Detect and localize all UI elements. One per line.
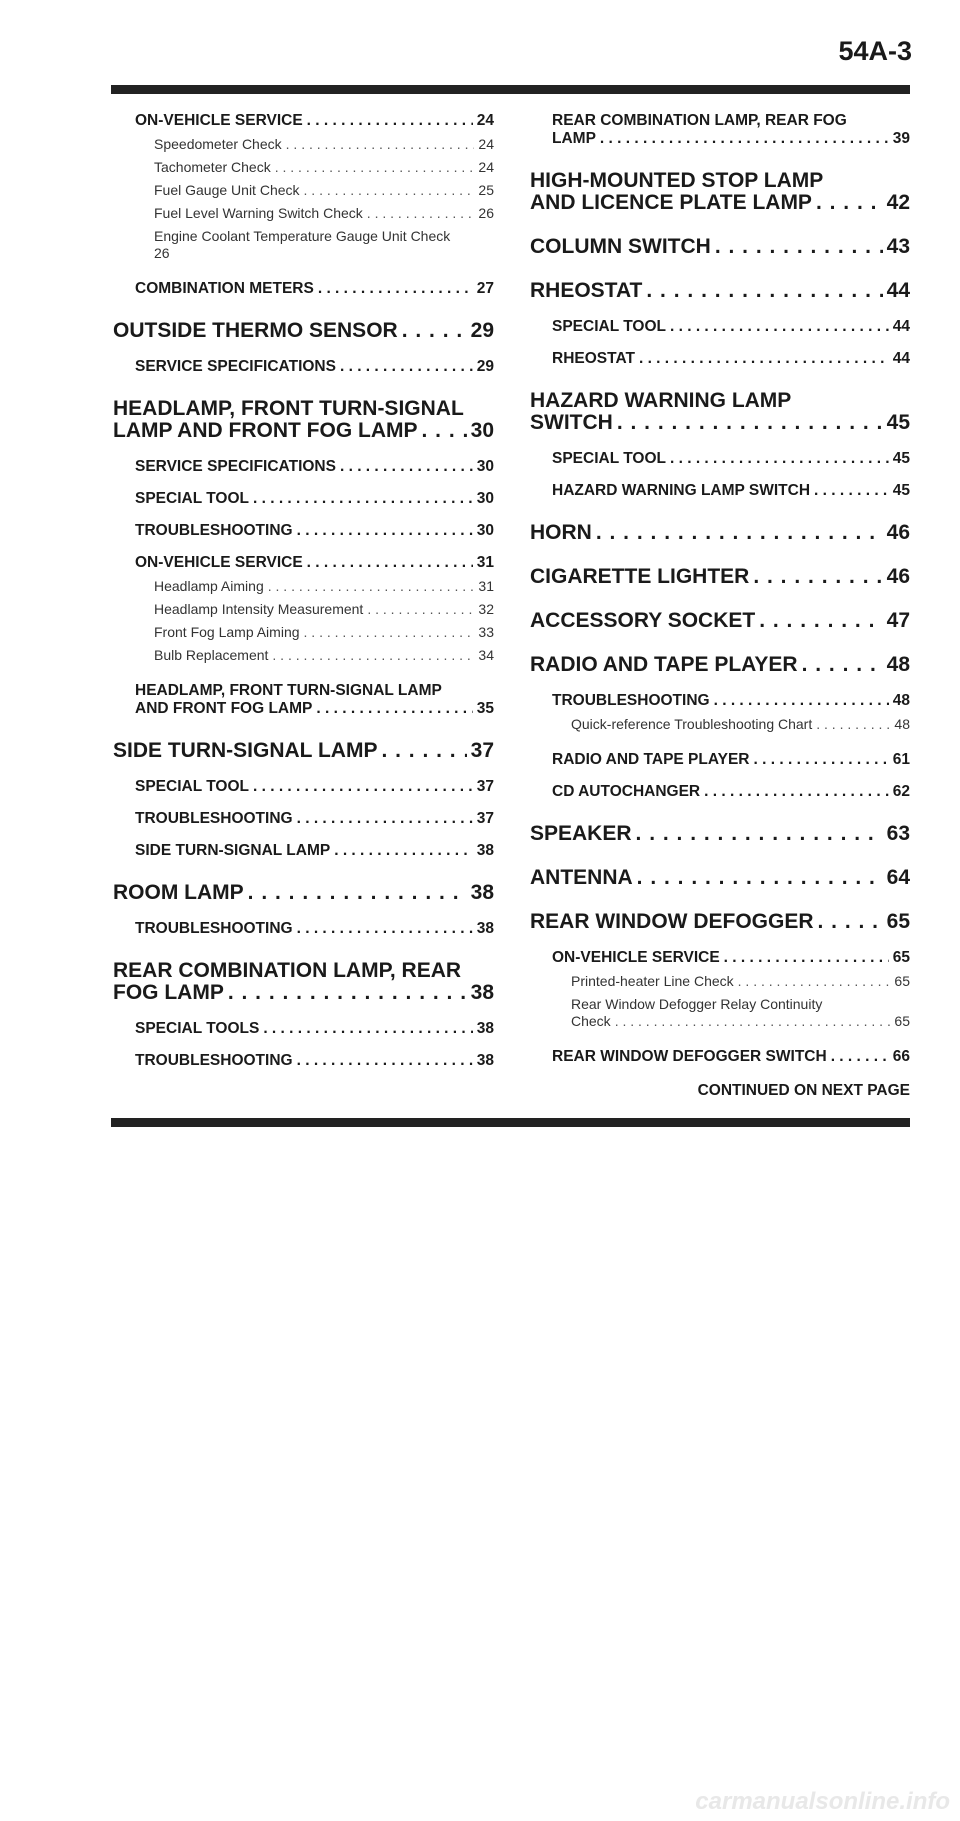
entry-title: Tachometer Check xyxy=(154,159,271,175)
dot-leader xyxy=(636,823,883,845)
entry-title: COMBINATION METERS xyxy=(135,280,314,297)
toc-entry[interactable] xyxy=(135,490,494,508)
dot-leader xyxy=(816,716,890,733)
entry-title: SERVICE SPECIFICATIONS xyxy=(135,458,336,475)
entry-page-number: 48 xyxy=(894,716,910,732)
toc-entry[interactable] xyxy=(530,522,910,544)
entry-page-number: 29 xyxy=(470,319,494,342)
entry-title: OUTSIDE THERMO SENSOR xyxy=(113,319,398,342)
dot-leader xyxy=(268,578,475,595)
entry-page-number: 31 xyxy=(476,554,494,571)
entry-page-number: 37 xyxy=(476,810,494,827)
toc-entry[interactable] xyxy=(135,920,494,938)
toc-entry[interactable] xyxy=(571,996,910,1030)
dot-leader xyxy=(754,751,889,769)
entry-page-number: 38 xyxy=(476,1052,494,1069)
entry-page-number: 37 xyxy=(470,739,494,762)
toc-entry[interactable] xyxy=(571,716,910,733)
toc-entry[interactable] xyxy=(113,960,494,1004)
entry-title: HEADLAMP, FRONT TURN-SIGNAL LAMP xyxy=(135,682,442,699)
entry-page-number: 38 xyxy=(476,842,494,859)
entry-page-number: 38 xyxy=(476,920,494,937)
dot-leader xyxy=(738,973,891,990)
entry-page-number: 30 xyxy=(476,522,494,539)
entry-page-number: 62 xyxy=(892,783,910,800)
entry-title: TROUBLESHOOTING xyxy=(552,692,710,709)
entry-title: ROOM LAMP xyxy=(113,881,244,904)
entry-title: TROUBLESHOOTING xyxy=(135,522,293,539)
toc-entry[interactable] xyxy=(135,1052,494,1070)
entry-title: SPEAKER xyxy=(530,822,632,845)
toc-entry[interactable] xyxy=(530,566,910,588)
dot-leader xyxy=(670,450,889,468)
entry-page-number: 31 xyxy=(478,578,494,594)
toc-entry[interactable] xyxy=(135,358,494,376)
entry-page-number: 32 xyxy=(478,601,494,617)
dot-leader xyxy=(316,700,472,718)
dot-leader xyxy=(304,182,475,199)
toc-entry[interactable] xyxy=(552,318,910,336)
top-rule xyxy=(111,85,910,94)
dot-leader xyxy=(816,192,883,214)
entry-title: SPECIAL TOOL xyxy=(135,490,249,507)
entry-title: SPECIAL TOOL xyxy=(552,318,666,335)
entry-page-number: 34 xyxy=(478,647,494,663)
entry-page-number: 37 xyxy=(476,778,494,795)
entry-page-number: 65 xyxy=(894,1013,910,1029)
bottom-rule xyxy=(111,1118,910,1127)
toc-entry[interactable] xyxy=(530,610,910,632)
entry-title: Fuel Gauge Unit Check xyxy=(154,182,300,198)
dot-leader xyxy=(818,911,883,933)
toc-entry[interactable] xyxy=(135,682,494,718)
dot-leader xyxy=(297,810,473,828)
page-number: 54A-3 xyxy=(838,36,912,66)
dot-leader xyxy=(307,112,473,130)
toc-entry[interactable] xyxy=(530,867,910,889)
toc-entry[interactable] xyxy=(135,842,494,860)
toc-entry[interactable] xyxy=(530,170,910,214)
entry-page-number: 46 xyxy=(886,565,910,588)
toc-entry[interactable] xyxy=(135,778,494,796)
dot-leader xyxy=(286,136,475,153)
dot-leader xyxy=(600,130,889,148)
toc-entry[interactable] xyxy=(135,522,494,540)
toc-entry[interactable] xyxy=(552,1048,910,1066)
toc-entry[interactable] xyxy=(154,205,494,222)
entry-title: HAZARD WARNING LAMP xyxy=(530,389,792,412)
dot-leader xyxy=(617,412,883,434)
dot-leader xyxy=(340,458,473,476)
dot-leader xyxy=(753,566,882,588)
toc-entry[interactable] xyxy=(135,1020,494,1038)
toc-left-column xyxy=(113,112,494,1070)
entry-page-number: 46 xyxy=(886,521,910,544)
dot-leader xyxy=(297,1052,473,1070)
entry-title: Fuel Level Warning Switch Check xyxy=(154,205,363,221)
entry-page-number: 66 xyxy=(892,1048,910,1065)
entry-title: Bulb Replacement xyxy=(154,647,269,663)
entry-page-number: 29 xyxy=(476,358,494,375)
entry-title: ACCESSORY SOCKET xyxy=(530,609,756,632)
toc-entry[interactable] xyxy=(154,624,494,641)
dot-leader xyxy=(340,358,473,376)
dot-leader xyxy=(715,236,883,258)
dot-leader xyxy=(253,778,473,796)
entry-title: HORN xyxy=(530,521,592,544)
dot-leader xyxy=(272,647,474,664)
entry-page-number: 63 xyxy=(886,822,910,845)
entry-page-number: 65 xyxy=(892,949,910,966)
dot-leader xyxy=(367,601,474,618)
dot-leader xyxy=(334,842,473,860)
dot-leader xyxy=(307,554,473,572)
dot-leader xyxy=(421,420,466,442)
toc-entry[interactable] xyxy=(135,112,494,130)
toc-entry[interactable] xyxy=(530,911,910,933)
entry-title: COLUMN SWITCH xyxy=(530,235,711,258)
entry-title: HIGH-MOUNTED STOP LAMP xyxy=(530,169,824,192)
dot-leader xyxy=(724,949,889,967)
entry-title: ON-VEHICLE SERVICE xyxy=(552,949,720,966)
entry-page-number: 35 xyxy=(476,700,494,717)
entry-title: CD AUTOCHANGER xyxy=(552,783,701,800)
toc-entry[interactable] xyxy=(552,949,910,967)
entry-title: ON-VEHICLE SERVICE xyxy=(135,554,303,571)
toc-entry[interactable] xyxy=(154,182,494,199)
entry-title-continued: AND FRONT FOG LAMP xyxy=(135,700,313,717)
entry-title: Quick-reference Troubleshooting Chart xyxy=(571,716,813,732)
dot-leader xyxy=(637,867,883,889)
toc-entry[interactable] xyxy=(552,482,910,500)
entry-page-number: 44 xyxy=(886,279,910,302)
toc-entry[interactable] xyxy=(530,236,910,258)
entry-title: SPECIAL TOOL xyxy=(552,450,666,467)
entry-page-number: 27 xyxy=(476,280,494,297)
entry-title: RADIO AND TAPE PLAYER xyxy=(552,751,750,768)
entry-page-number: 24 xyxy=(476,112,494,129)
entry-page-number: 25 xyxy=(478,182,494,198)
dot-leader xyxy=(248,882,467,904)
toc-entry[interactable] xyxy=(154,136,494,153)
entry-page-number: 26 xyxy=(478,205,494,221)
entry-title: Speedometer Check xyxy=(154,136,282,152)
entry-title: REAR COMBINATION LAMP, REAR xyxy=(113,959,462,982)
toc-entry[interactable] xyxy=(113,882,494,904)
entry-title: REAR WINDOW DEFOGGER xyxy=(530,910,814,933)
dot-leader xyxy=(759,610,882,632)
dot-leader xyxy=(367,205,475,222)
entry-page-number: 30 xyxy=(476,490,494,507)
toc-entry[interactable] xyxy=(552,350,910,368)
entry-page-number: 45 xyxy=(886,411,910,434)
dot-leader xyxy=(381,740,466,762)
entry-page-number: 48 xyxy=(886,653,910,676)
entry-title-continued: LAMP xyxy=(552,130,596,147)
toc-entry[interactable] xyxy=(135,458,494,476)
entry-page-number: 33 xyxy=(478,624,494,640)
entry-title-continued: AND LICENCE PLATE LAMP xyxy=(530,191,812,214)
dot-leader xyxy=(714,692,889,710)
entry-page-number: 38 xyxy=(476,1020,494,1037)
entry-title: REAR COMBINATION LAMP, REAR FOG xyxy=(552,112,847,129)
toc-entry[interactable] xyxy=(113,320,494,342)
entry-title-continued: SWITCH xyxy=(530,411,613,434)
entry-page-number: 47 xyxy=(886,609,910,632)
toc-entry[interactable] xyxy=(154,601,494,618)
toc-entry[interactable] xyxy=(113,740,494,762)
toc-entry[interactable] xyxy=(154,228,494,262)
entry-title: Engine Coolant Temperature Gauge Unit Check xyxy=(154,228,451,244)
dot-leader xyxy=(814,482,889,500)
entry-page-number: 30 xyxy=(470,419,494,442)
entry-title: Headlamp Intensity Measurement xyxy=(154,601,364,617)
dot-leader xyxy=(802,654,883,676)
entry-title: RHEOSTAT xyxy=(552,350,635,367)
entry-title: Printed-heater Line Check xyxy=(571,973,734,989)
toc-entry[interactable] xyxy=(552,783,910,801)
entry-page-number: 45 xyxy=(892,450,910,467)
toc-entry[interactable] xyxy=(135,810,494,828)
dot-leader xyxy=(263,1020,472,1038)
toc-entry[interactable] xyxy=(530,654,910,676)
entry-title: Front Fog Lamp Aiming xyxy=(154,624,300,640)
dot-leader xyxy=(253,490,473,508)
entry-page-number: 65 xyxy=(894,973,910,989)
toc-entry[interactable] xyxy=(135,554,494,572)
toc-entry[interactable] xyxy=(552,692,910,710)
toc-entry[interactable] xyxy=(154,159,494,176)
entry-title-continued: LAMP AND FRONT FOG LAMP xyxy=(113,419,418,442)
entry-page-number: 44 xyxy=(892,318,910,335)
dot-leader xyxy=(297,522,473,540)
dot-leader xyxy=(318,280,473,298)
entry-page-number: 38 xyxy=(470,981,494,1004)
entry-page-number: 38 xyxy=(470,881,494,904)
toc-entry[interactable] xyxy=(154,647,494,664)
entry-title: SPECIAL TOOLS xyxy=(135,1020,260,1037)
entry-title: TROUBLESHOOTING xyxy=(135,920,293,937)
entry-page-number: 30 xyxy=(476,458,494,475)
dot-leader xyxy=(831,1048,889,1066)
entry-title: CIGARETTE LIGHTER xyxy=(530,565,750,588)
entry-page-number: 45 xyxy=(892,482,910,499)
entry-title: SIDE TURN-SIGNAL LAMP xyxy=(135,842,331,859)
dot-leader xyxy=(402,320,467,342)
entry-title: TROUBLESHOOTING xyxy=(135,810,293,827)
dot-leader xyxy=(646,280,882,302)
toc-entry[interactable] xyxy=(571,973,910,990)
entry-page-number: 48 xyxy=(892,692,910,709)
entry-title: Rear Window Defogger Relay Continuity xyxy=(571,996,823,1012)
entry-title: RADIO AND TAPE PLAYER xyxy=(530,653,798,676)
entry-title: HAZARD WARNING LAMP SWITCH xyxy=(552,482,811,499)
dot-leader xyxy=(228,982,467,1004)
dot-leader xyxy=(615,1013,891,1030)
entry-page-number: 39 xyxy=(892,130,910,147)
dot-leader xyxy=(704,783,889,801)
entry-title-continued: FOG LAMP xyxy=(113,981,224,1004)
entry-title: REAR WINDOW DEFOGGER SWITCH xyxy=(552,1048,827,1065)
entry-page-number: 44 xyxy=(892,350,910,367)
entry-page-number: 61 xyxy=(892,751,910,768)
entry-title: ANTENNA xyxy=(530,866,633,889)
entry-title: ON-VEHICLE SERVICE xyxy=(135,112,303,129)
dot-leader xyxy=(297,920,473,938)
toc-entry[interactable] xyxy=(154,578,494,595)
entry-page-number: 65 xyxy=(886,910,910,933)
entry-title: HEADLAMP, FRONT TURN-SIGNAL xyxy=(113,397,464,420)
entry-title: RHEOSTAT xyxy=(530,279,643,302)
entry-title: SERVICE SPECIFICATIONS xyxy=(135,358,336,375)
entry-page-number: 42 xyxy=(886,191,910,214)
toc-entry[interactable] xyxy=(552,112,910,148)
entry-title-continued: Check xyxy=(571,1013,611,1029)
dot-leader xyxy=(596,522,883,544)
entry-page-number: 64 xyxy=(886,866,910,889)
entry-title: SIDE TURN-SIGNAL LAMP xyxy=(113,739,378,762)
toc-entry[interactable] xyxy=(135,280,494,298)
entry-title: SPECIAL TOOL xyxy=(135,778,249,795)
watermark: carmanualsonline.info xyxy=(695,1788,950,1815)
toc-entry[interactable] xyxy=(530,823,910,845)
toc-entry[interactable] xyxy=(113,398,494,442)
dot-leader xyxy=(275,159,475,176)
entry-title: Headlamp Aiming xyxy=(154,578,264,594)
entry-page-number: 43 xyxy=(886,235,910,258)
toc-entry[interactable] xyxy=(530,390,910,434)
entry-page-number: 24 xyxy=(478,136,494,152)
entry-title: TROUBLESHOOTING xyxy=(135,1052,293,1069)
toc-right-column xyxy=(530,112,910,1100)
dot-leader xyxy=(639,350,889,368)
toc-entry[interactable] xyxy=(552,751,910,769)
dot-leader xyxy=(304,624,475,641)
entry-page-number: 24 xyxy=(478,159,494,175)
toc-entry[interactable] xyxy=(530,280,910,302)
dot-leader xyxy=(670,318,889,336)
entry-title-continued: 26 xyxy=(154,245,170,261)
toc-entry[interactable] xyxy=(552,450,910,468)
continued-note: CONTINUED ON NEXT PAGE xyxy=(697,1082,910,1099)
